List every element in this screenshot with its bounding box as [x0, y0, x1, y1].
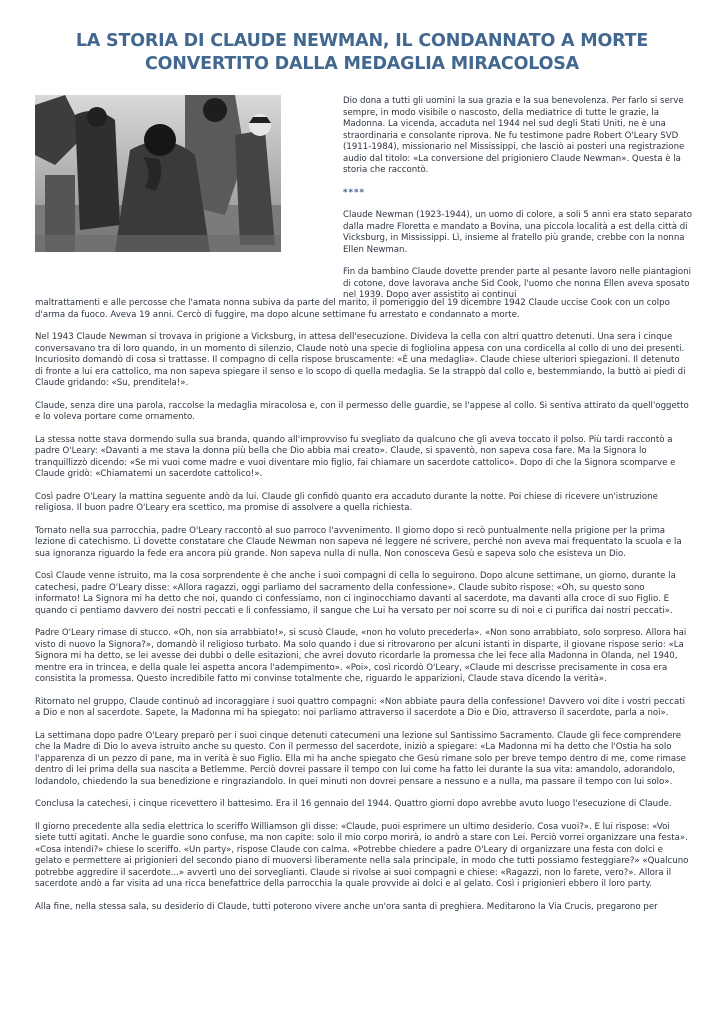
body-paragraph: Ritornato nel gruppo, Claude continuò ad incoraggiare i suoi quattro compagni: «Non abbiate paura della confessione! Davvero voi dite i vostri peccati a Dio e non al sacerdote. Sapete, la Madonna mi ha spiegato: noi parliamo attraverso il sacerdote a Dio e Dio, attraverso il sacerdote, parla a noi». [35, 696, 686, 718]
intro-paragraph: Dio dona a tutti gli uomini la sua grazia e la sua benevolenza. Per farlo si serve sempre, in modo visibile o nascosto, della mediatrice di tutte le grazie, la Madonna. La vicenda, accaduta nel 1944 nel sud degli Stati Uniti, ne è una straordinaria e consolante riprova. Ne fu testimone padre Robert O'Leary SVD (1911-1984), missionario nel Mississippi, che lasciò ai posteri una registrazione audio dal titolo: «La conversione del prigioniero Claude Newman». Questa è la storia che raccontò. [343, 96, 685, 175]
body-paragraph: Il giorno precedente alla sedia elettrica lo sceriffo Williamson gli disse: «Claude, puoi esprimere un ultimo desiderio. Cosa vuoi?». E lui rispose: «Voi siete tutti agitati. Anche le guardie sono confuse, ma non capite: solo il mio corpo morirà, io andrò a stare con Lei. Perciò vorrei organizzare una festa». «Cosa intendi?» chiese lo sceriffo. «Un party», rispose Claude con calma. «Potrebbe chiedere a padre O'Leary di organizzare una festa con dolci e gelato e permettere ai prigionieri del secondo piano di muoversi liberamente nella sala principale, in modo che tutti possiamo festeggiare?» «Qualcuno potrebbe aggredire il sacerdote...» avvertì uno dei sorveglianti. Claude si rivolse ai suoi compagni e chiese: «Ragazzi, non lo farete, vero?». Allora il sacerdote andò a far visita ad una ricca benefattrice della parrocchia la quale provvide ai dolci e al gelato. Così i prigionieri ebbero il loro party. [35, 821, 689, 889]
body-paragraph: Padre O'Leary rimase di stucco. «Oh, non sia arrabbiato!», si scusò Claude, «non ho voluto precederla». «Non sono arrabbiato, solo sorpreso. Allora hai visto di nuovo la Signora?», domandò il religioso turbato. Ma solo quando i due si ritrovarono per alcuni istanti in disparte, il giovane rispose serio: «La Signora mi ha detto, se lei avesse dei dubbi o delle esitazioni, che avrei dovuto ricordarle la promessa che lei fece alla Madonna in Olanda, nel 1940, mentre era in trincea, e della quale lei aspetta ancora l'adempimento». «Poi», così ricordò O'Leary, «Claude mi descrisse precisamente in cosa era consistita la promessa. Questo incredibile fatto mi convinse totalmente che, riguardo le apparizioni, Claude stava dicendo la verità». [35, 628, 687, 684]
article-title-line-1: LA STORIA DI CLAUDE NEWMAN, IL CONDANNATO A MORTE [75, 31, 649, 51]
article-body [35, 298, 690, 924]
intro-paragraph: Fin da bambino Claude dovette prender parte al pesante lavoro nelle piantagioni di cotone, dove lavorava anche Sid Cook, l'uomo che nonna Ellen aveva sposato nel 1939. Dopo aver assistito ai continui [343, 267, 691, 300]
article-title-line-2: CONVERTITO DALLA MEDAGLIA MIRACOLOSA [144, 54, 580, 74]
body-paragraph: Tornato nella sua parrocchia, padre O'Leary raccontò al suo parroco l'avvenimento. Il giorno dopo si recò puntualmente nella prigione per la prima lezione di catechismo. Lì dovette constatare che Claude Newman non sapeva né leggere né scrivere, perché non aveva mai frequentato la scuola e la sua ignoranza riguardo la fede era ancora più grande. Non sapeva nulla di nulla. Non conosceva Gesù e sapeva solo che esisteva un Dio. [35, 525, 682, 559]
body-paragraph: Così padre O'Leary la mattina seguente andò da lui. Claude gli confidò quanto era accaduto durante la notte. Poi chiese di ricevere un'istruzione religiosa. Il buon padre O'Leary era scettico, ma promise di assolvere a quella richiesta. [35, 491, 658, 513]
body-paragraph: Alla fine, nella stessa sala, su desiderio di Claude, tutti poterono vivere anche un'ora santa di preghiera. Meditarono la Via Crucis, pregarono per [35, 901, 658, 912]
article-title [20, 30, 704, 76]
section-separator: **** [343, 187, 365, 198]
body-paragraph: La settimana dopo padre O'Leary preparò per i suoi cinque detenuti catecumeni una lezione sul Santissimo Sacramento. Claude gli fece comprendere che la Madre di Dio lo aveva istruito anche su questo. Con il permesso del sacerdote, iniziò a spiegare: «La Madonna mi ha detto che l'Ostia ha solo l'apparenza di un pezzo di pane, ma in verità è suo Figlio. Ella mi ha anche spiegato che Gesù rimane solo per breve tempo dentro di me, come rimase dentro di lei prima della sua nascita a Betlemme. Perciò dovrei passare il tempo con lui come ha fatto lei durante la sua vita: amandolo, adorandolo, lodandolo, chiedendo la sua benedizione e ringraziandolo. In quei minuti non dovrei pensare a nessuno e a nulla, ma passare il tempo con lui solo». [35, 730, 686, 787]
body-paragraph: maltrattamenti e alle percosse che l'amata nonna subiva da parte del marito, il pomeriggio del 19 dicembre 1942 Claude uccise Cook con un colpo d'arma da fuoco. Aveva 19 anni. Cercò di fuggire, ma dopo alcune settimane fu arrestato e condannato a morte. [35, 298, 670, 320]
body-paragraph: Claude, senza dire una parola, raccolse la medaglia miracolosa e, con il permesso delle guardie, se l'appese al collo. Si sentiva attirato da quell'oggetto e lo voleva portare come ornamento. [35, 400, 689, 422]
body-paragraph: La stessa notte stava dormendo sulla sua branda, quando all'improvviso fu svegliato da qualcuno che gli aveva toccato il polso. Più tardi raccontò a padre O'Leary: «Davanti a me stava la donna più bella che Dio abbia mai creato». Claude, si spaventò, non sapeva cosa fare. Ma la Signora lo tranquillizzò dicendo: «Se mi vuoi come madre e vuoi diventare mio figlio, fai chiamare un sacerdote cattolico». Dopo di che la Signora scomparve e Claude gridò: «Chiamatemi un sacerdote cattolico!». [35, 434, 676, 479]
intro-paragraph: Claude Newman (1923-1944), un uomo di colore, a soli 5 anni era stato separato dalla madre Floretta e mandato a Bovina, una piccola località a est della città di Vicksburg, in Mississippi. Lì, insieme al fratello più grande, crebbe con la nonna Ellen Newman. [343, 210, 693, 255]
photo-illustration [35, 95, 281, 252]
historical-photo [35, 95, 281, 252]
intro-column [343, 96, 695, 302]
body-paragraph: Nel 1943 Claude Newman si trovava in prigione a Vicksburg, in attesa dell'esecuzione. Divideva la cella con altri quattro detenuti. Una sera i cinque conversavano tra di loro quando, in un momento di silenzio, Claude notò una specie di fogliolina appesa con una cordicella al collo di uno dei presenti. Incuriosito domandò di cosa si trattasse. Il compagno di cella rispose bruscamente: «È una medaglia». Claude chiese ulteriori spiegazioni. Il detenuto di fronte a lui era cattolico, ma non sapeva spiegare il senso e lo scopo di quella medaglia. Se la strappò dal collo e, bestemmiando, la buttò ai piedi di Claude gridando: «Su, prenditela!». [35, 332, 686, 388]
body-paragraph: Così Claude venne istruito, ma la cosa sorprendente è che anche i suoi compagni di cella lo seguirono. Dopo alcune settimane, un giorno, durante la catechesi, padre O'Leary disse: «Allora ragazzi, oggi parliamo del sacramento della confessione». Claude subito rispose: «Oh, su questo sono informato! La Signora mi ha detto che noi, quando ci confessiamo, non ci inginocchiamo davanti al sacerdote, ma davanti alla croce di suo Figlio. E quando ci pentiamo davvero dei nostri peccati e li confessiamo, il sangue che Lui ha versato per noi scorre su di noi e ci purifica dai nostri peccati». [35, 571, 676, 616]
body-paragraph: Conclusa la catechesi, i cinque ricevettero il battesimo. Era il 16 gennaio del 1944. Quattro giorni dopo avrebbe avuto luogo l'esecuzione di Claude. [35, 799, 672, 809]
